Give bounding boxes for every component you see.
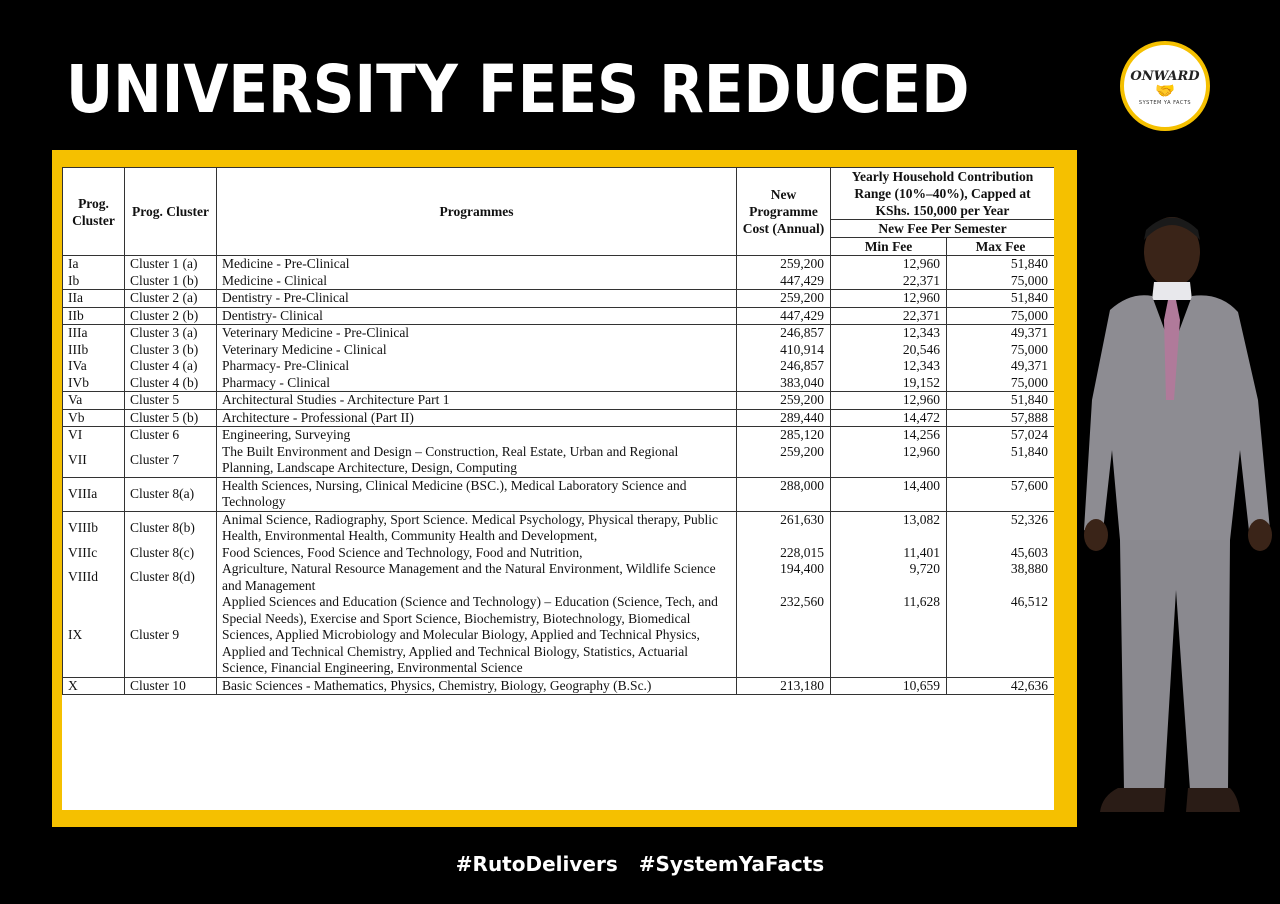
cell-programme: Medicine - Pre-Clinical bbox=[217, 256, 737, 273]
cell-max-fee: 57,888 bbox=[947, 409, 1055, 427]
header-prog-cluster: Prog. Cluster bbox=[125, 168, 217, 256]
cell-min-fee: 12,960 bbox=[831, 256, 947, 273]
header-programmes: Programmes bbox=[217, 168, 737, 256]
table-row bbox=[63, 409, 1055, 427]
table-row bbox=[63, 342, 1055, 359]
table-row bbox=[63, 511, 1055, 545]
cell-cluster: Cluster 1 (a) bbox=[125, 256, 217, 273]
cell-max-fee: 57,024 bbox=[947, 427, 1055, 444]
cell-cost: 410,914 bbox=[737, 342, 831, 359]
cell-min-fee: 10,659 bbox=[831, 677, 947, 695]
cell-min-fee: 13,082 bbox=[831, 511, 947, 545]
cell-cluster: Cluster 2 (b) bbox=[125, 307, 217, 325]
cell-cluster: Cluster 7 bbox=[125, 444, 217, 478]
cell-code: Ib bbox=[63, 273, 125, 290]
cell-max-fee: 46,512 bbox=[947, 594, 1055, 677]
headline: UNIVERSITY FEES REDUCED bbox=[66, 51, 970, 128]
onward-logo bbox=[1120, 41, 1210, 131]
cell-min-fee: 14,256 bbox=[831, 427, 947, 444]
table-row bbox=[63, 427, 1055, 444]
table-row bbox=[63, 545, 1055, 562]
cell-code: IIb bbox=[63, 307, 125, 325]
cell-cluster: Cluster 4 (b) bbox=[125, 375, 217, 392]
cell-programme: Architecture - Professional (Part II) bbox=[217, 409, 737, 427]
cell-programme: Architectural Studies - Architecture Part 1 bbox=[217, 392, 737, 410]
cell-cost: 447,429 bbox=[737, 307, 831, 325]
cell-max-fee: 51,840 bbox=[947, 392, 1055, 410]
cell-max-fee: 57,600 bbox=[947, 477, 1055, 511]
cell-max-fee: 42,636 bbox=[947, 677, 1055, 695]
cell-code: Vb bbox=[63, 409, 125, 427]
header-fee-per-semester: New Fee Per Semester bbox=[831, 220, 1055, 238]
cell-programme: The Built Environment and Design – Construction, Real Estate, Urban and Regional Planning, Landscape Architecture, Design, Computing bbox=[217, 444, 737, 478]
cell-cluster: Cluster 8(b) bbox=[125, 511, 217, 545]
cell-min-fee: 19,152 bbox=[831, 375, 947, 392]
cell-max-fee: 49,371 bbox=[947, 325, 1055, 342]
header-programme-cost: New Programme Cost (Annual) bbox=[737, 168, 831, 256]
cell-programme: Dentistry - Pre-Clinical bbox=[217, 290, 737, 308]
cell-cost: 383,040 bbox=[737, 375, 831, 392]
cell-cost: 289,440 bbox=[737, 409, 831, 427]
cell-cluster: Cluster 9 bbox=[125, 594, 217, 677]
cell-cluster: Cluster 10 bbox=[125, 677, 217, 695]
cell-code: IIa bbox=[63, 290, 125, 308]
cell-cluster: Cluster 5 (b) bbox=[125, 409, 217, 427]
person-photo bbox=[1080, 200, 1280, 840]
cell-cluster: Cluster 8(d) bbox=[125, 561, 217, 594]
cell-cost: 213,180 bbox=[737, 677, 831, 695]
hashtags: #RutoDelivers #SystemYaFacts bbox=[455, 852, 825, 876]
table-row bbox=[63, 677, 1055, 695]
cell-max-fee: 75,000 bbox=[947, 273, 1055, 290]
cell-programme: Applied Sciences and Education (Science and Technology) – Education (Science, Tech, and Special Needs), Exercise and Sport Science, Biochemistry, Biotechnology, Biomedical Sciences, Applied Microbiology and Molecular Biology, Applied and Technical Physics, Applied and Technical Chemistry, Applied and Technical Biology, Statistics, Actuarial Science, Financial Engineering, Environmental Science bbox=[217, 594, 737, 677]
cell-max-fee: 49,371 bbox=[947, 358, 1055, 375]
cell-programme: Pharmacy- Pre-Clinical bbox=[217, 358, 737, 375]
fees-table-sheet bbox=[62, 167, 1054, 810]
cell-min-fee: 22,371 bbox=[831, 307, 947, 325]
cell-min-fee: 9,720 bbox=[831, 561, 947, 594]
cell-code: IIIb bbox=[63, 342, 125, 359]
cell-cluster: Cluster 8(c) bbox=[125, 545, 217, 562]
cell-min-fee: 12,343 bbox=[831, 358, 947, 375]
cell-cluster: Cluster 3 (b) bbox=[125, 342, 217, 359]
cell-min-fee: 11,628 bbox=[831, 594, 947, 677]
cell-cost: 261,630 bbox=[737, 511, 831, 545]
cell-programme: Animal Science, Radiography, Sport Science. Medical Psychology, Physical therapy, Public Health, Environmental Health, Community Health and Development, bbox=[217, 511, 737, 545]
cell-cost: 232,560 bbox=[737, 594, 831, 677]
cell-cluster: Cluster 3 (a) bbox=[125, 325, 217, 342]
cell-cluster: Cluster 2 (a) bbox=[125, 290, 217, 308]
cell-code: VIIIc bbox=[63, 545, 125, 562]
cell-min-fee: 12,960 bbox=[831, 444, 947, 478]
table-row bbox=[63, 392, 1055, 410]
cell-min-fee: 14,400 bbox=[831, 477, 947, 511]
cell-programme: Health Sciences, Nursing, Clinical Medicine (BSC.), Medical Laboratory Science and Technology bbox=[217, 477, 737, 511]
cell-min-fee: 22,371 bbox=[831, 273, 947, 290]
cell-programme: Pharmacy - Clinical bbox=[217, 375, 737, 392]
cell-cost: 246,857 bbox=[737, 358, 831, 375]
cell-cost: 194,400 bbox=[737, 561, 831, 594]
cell-cost: 259,200 bbox=[737, 444, 831, 478]
cell-cost: 259,200 bbox=[737, 256, 831, 273]
table-row bbox=[63, 477, 1055, 511]
cell-cost: 246,857 bbox=[737, 325, 831, 342]
cell-cluster: Cluster 4 (a) bbox=[125, 358, 217, 375]
cell-code: VII bbox=[63, 444, 125, 478]
table-row bbox=[63, 358, 1055, 375]
cell-cost: 447,429 bbox=[737, 273, 831, 290]
cell-code: Ia bbox=[63, 256, 125, 273]
cell-code: Va bbox=[63, 392, 125, 410]
cell-min-fee: 14,472 bbox=[831, 409, 947, 427]
cell-code: IIIa bbox=[63, 325, 125, 342]
cell-programme: Medicine - Clinical bbox=[217, 273, 737, 290]
cell-min-fee: 20,546 bbox=[831, 342, 947, 359]
cell-code: VIIIa bbox=[63, 477, 125, 511]
cell-min-fee: 12,343 bbox=[831, 325, 947, 342]
table-row bbox=[63, 307, 1055, 325]
cell-code: IVa bbox=[63, 358, 125, 375]
cell-max-fee: 38,880 bbox=[947, 561, 1055, 594]
cell-min-fee: 12,960 bbox=[831, 392, 947, 410]
cell-max-fee: 51,840 bbox=[947, 290, 1055, 308]
header-household-contribution: Yearly Household Contribution Range (10%–40%), Capped at KShs. 150,000 per Year bbox=[831, 168, 1055, 220]
header-max-fee: Max Fee bbox=[947, 238, 1055, 256]
cell-code: VI bbox=[63, 427, 125, 444]
cell-cluster: Cluster 8(a) bbox=[125, 477, 217, 511]
cell-max-fee: 51,840 bbox=[947, 256, 1055, 273]
table-row bbox=[63, 594, 1055, 677]
cell-cost: 259,200 bbox=[737, 392, 831, 410]
cell-max-fee: 51,840 bbox=[947, 444, 1055, 478]
table-row bbox=[63, 561, 1055, 594]
cell-cluster: Cluster 5 bbox=[125, 392, 217, 410]
cell-programme: Veterinary Medicine - Clinical bbox=[217, 342, 737, 359]
cell-cost: 285,120 bbox=[737, 427, 831, 444]
logo-subtext: SYSTEM YA FACTS bbox=[1138, 100, 1192, 106]
cell-cost: 288,000 bbox=[737, 477, 831, 511]
cell-max-fee: 75,000 bbox=[947, 375, 1055, 392]
cell-cluster: Cluster 1 (b) bbox=[125, 273, 217, 290]
cell-programme: Dentistry- Clinical bbox=[217, 307, 737, 325]
cell-max-fee: 75,000 bbox=[947, 342, 1055, 359]
cell-cost: 228,015 bbox=[737, 545, 831, 562]
cell-programme: Food Sciences, Food Science and Technology, Food and Nutrition, bbox=[217, 545, 737, 562]
fees-table bbox=[62, 167, 1054, 695]
table-row bbox=[63, 273, 1055, 290]
cell-code: VIIIb bbox=[63, 511, 125, 545]
cell-max-fee: 45,603 bbox=[947, 545, 1055, 562]
table-row bbox=[63, 256, 1055, 273]
header-min-fee: Min Fee bbox=[831, 238, 947, 256]
cell-code: VIIId bbox=[63, 561, 125, 594]
cell-min-fee: 11,401 bbox=[831, 545, 947, 562]
cell-code: IX bbox=[63, 594, 125, 677]
table-row bbox=[63, 444, 1055, 478]
cell-code: X bbox=[63, 677, 125, 695]
cell-cluster: Cluster 6 bbox=[125, 427, 217, 444]
cell-programme: Basic Sciences - Mathematics, Physics, Chemistry, Biology, Geography (B.Sc.) bbox=[217, 677, 737, 695]
cell-programme: Agriculture, Natural Resource Management and the Natural Environment, Wildlife Science and Management bbox=[217, 561, 737, 594]
cell-programme: Engineering, Surveying bbox=[217, 427, 737, 444]
cell-cost: 259,200 bbox=[737, 290, 831, 308]
cell-max-fee: 75,000 bbox=[947, 307, 1055, 325]
cell-code: IVb bbox=[63, 375, 125, 392]
table-row bbox=[63, 290, 1055, 308]
table-row bbox=[63, 325, 1055, 342]
table-row bbox=[63, 375, 1055, 392]
cell-programme: Veterinary Medicine - Pre-Clinical bbox=[217, 325, 737, 342]
handshake-icon: 🤝 bbox=[1155, 83, 1175, 100]
header-prog-cluster-code: Prog. Cluster bbox=[63, 168, 125, 256]
cell-min-fee: 12,960 bbox=[831, 290, 947, 308]
cell-max-fee: 52,326 bbox=[947, 511, 1055, 545]
logo-word: ONWARD bbox=[1130, 69, 1200, 84]
